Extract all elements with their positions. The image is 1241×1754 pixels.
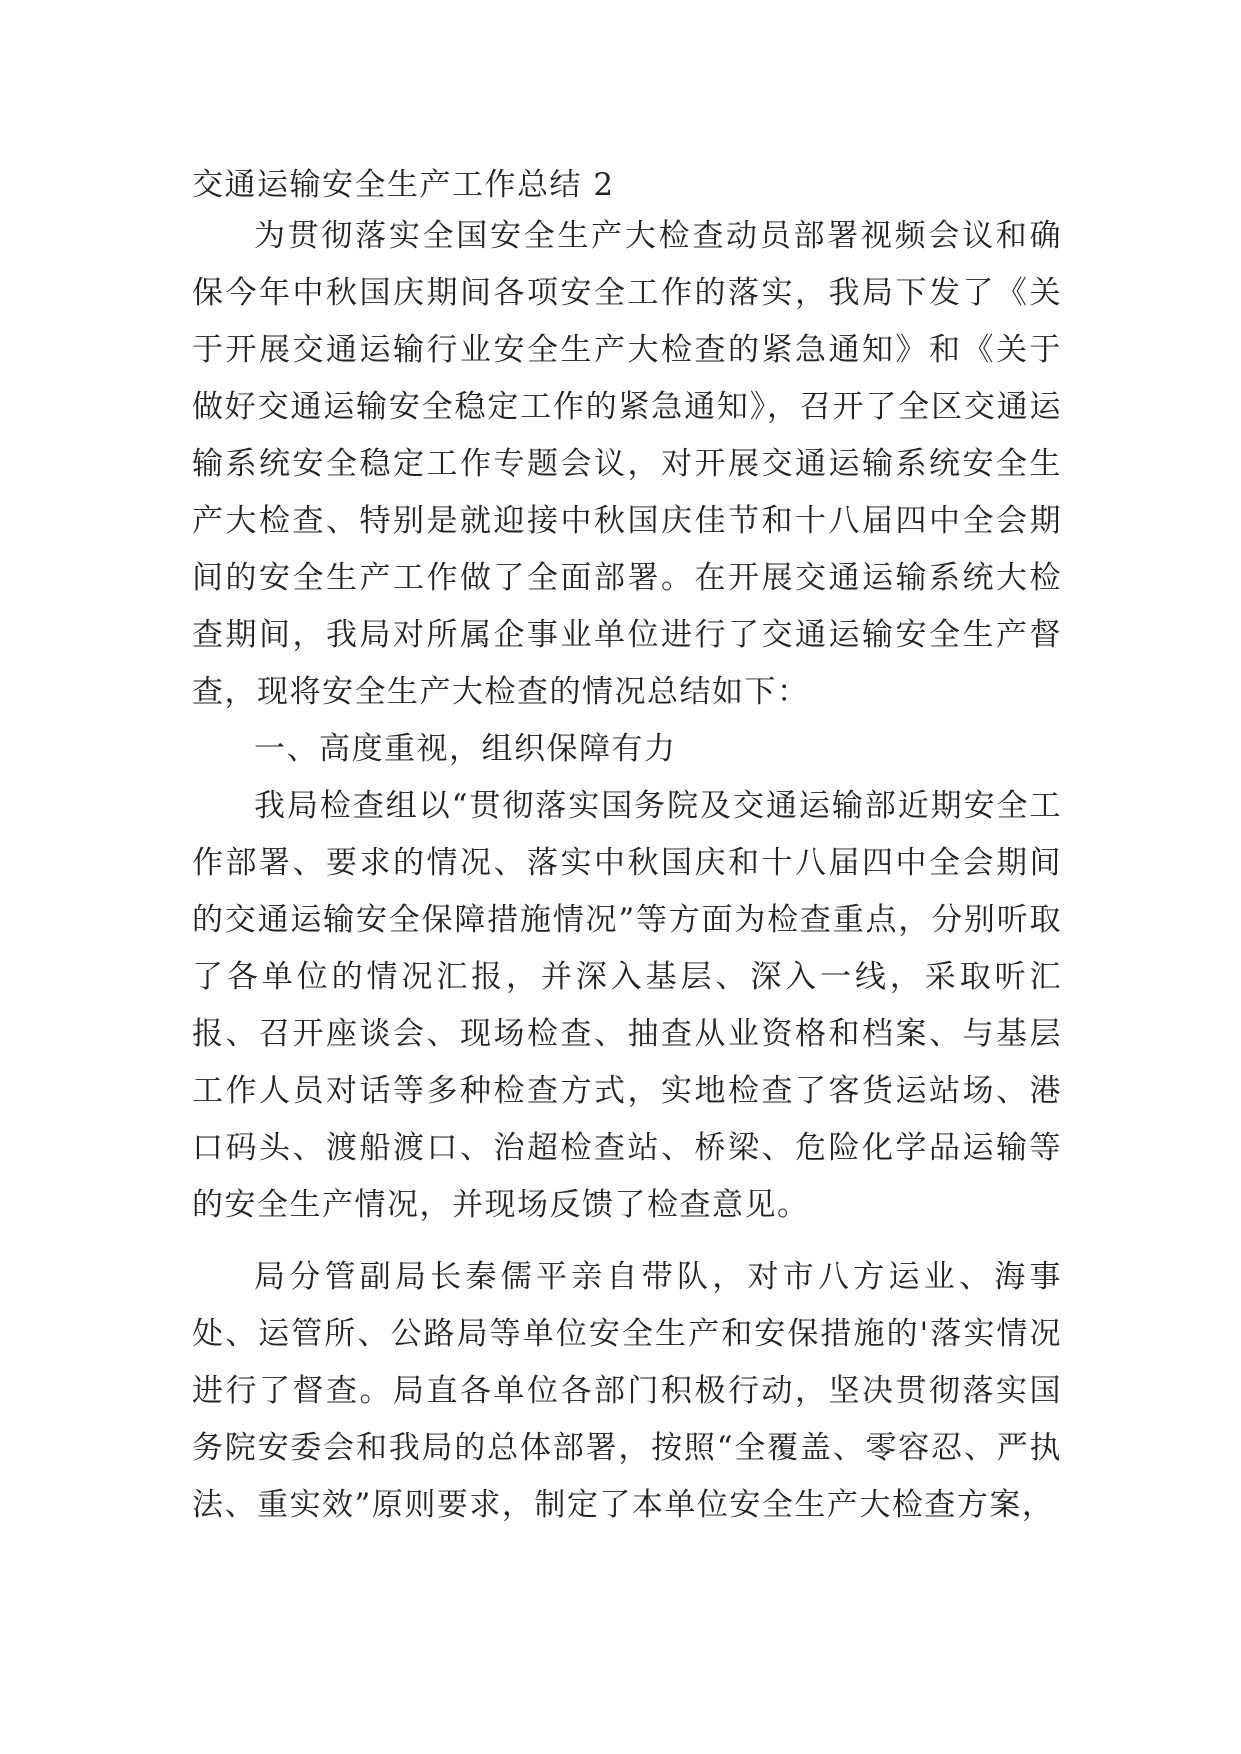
paragraph-intro: 为贯彻落实全国安全生产大检查动员部署视频会议和确保今年中秋国庆期间各项安全工作的落实，我局下发了《关于开展交通运输行业安全生产大检查的紧急通知》和《关于做好交通运输安全稳定工作的紧急通知》，召开了全区交通运输系统安全稳定工作专题会议，对开展交通运输系统安全生产大检查、特别是就迎接中秋国庆佳节和十八届四中全会期间的安全生产工作做了全面部署。在开展交通运输系统大检查期间，我局对所属企事业单位进行了交通运输安全生产督查，现将安全生产大检查的情况总结如下： (192, 218, 1062, 710)
paragraph-gap (192, 1234, 1062, 1249)
document-body (192, 162, 1062, 1534)
paragraph-inspection: 我局检查组以“贯彻落实国务院及交通运输部近期安全工作部署、要求的情况、落实中秋国庆和十八届四中全会期间的交通运输安全保障措施情况”等方面为检查重点，分别听取了各单位的情况汇报，并深入基层、深入一线，采取听汇报、召开座谈会、现场检查、抽查从业资格和档案、与基层工作人员对话等多种检查方式，实地检查了客货运站场、港口码头、渡船渡口、治超检查站、桥梁、危险化学品运输等的安全生产情况，并现场反馈了检查意见。 (192, 788, 1062, 1223)
document-title: 交通运输安全生产工作总结 2 (192, 167, 615, 203)
section-heading-1: 一、高度重视，组织保障有力 (254, 731, 677, 767)
paragraph-supervision: 局分管副局长秦儒平亲自带队，对市八方运业、海事处、运管所、公路局等单位安全生产和安保措施的'落实情况进行了督查。局直各单位各部门积极行动，坚决贯彻落实国务院安委会和我局的总体部署，按照“全覆盖、零容忍、严执法、重实效”原则要求，制定了本单位安全生产大检查方案， (192, 1259, 1062, 1523)
